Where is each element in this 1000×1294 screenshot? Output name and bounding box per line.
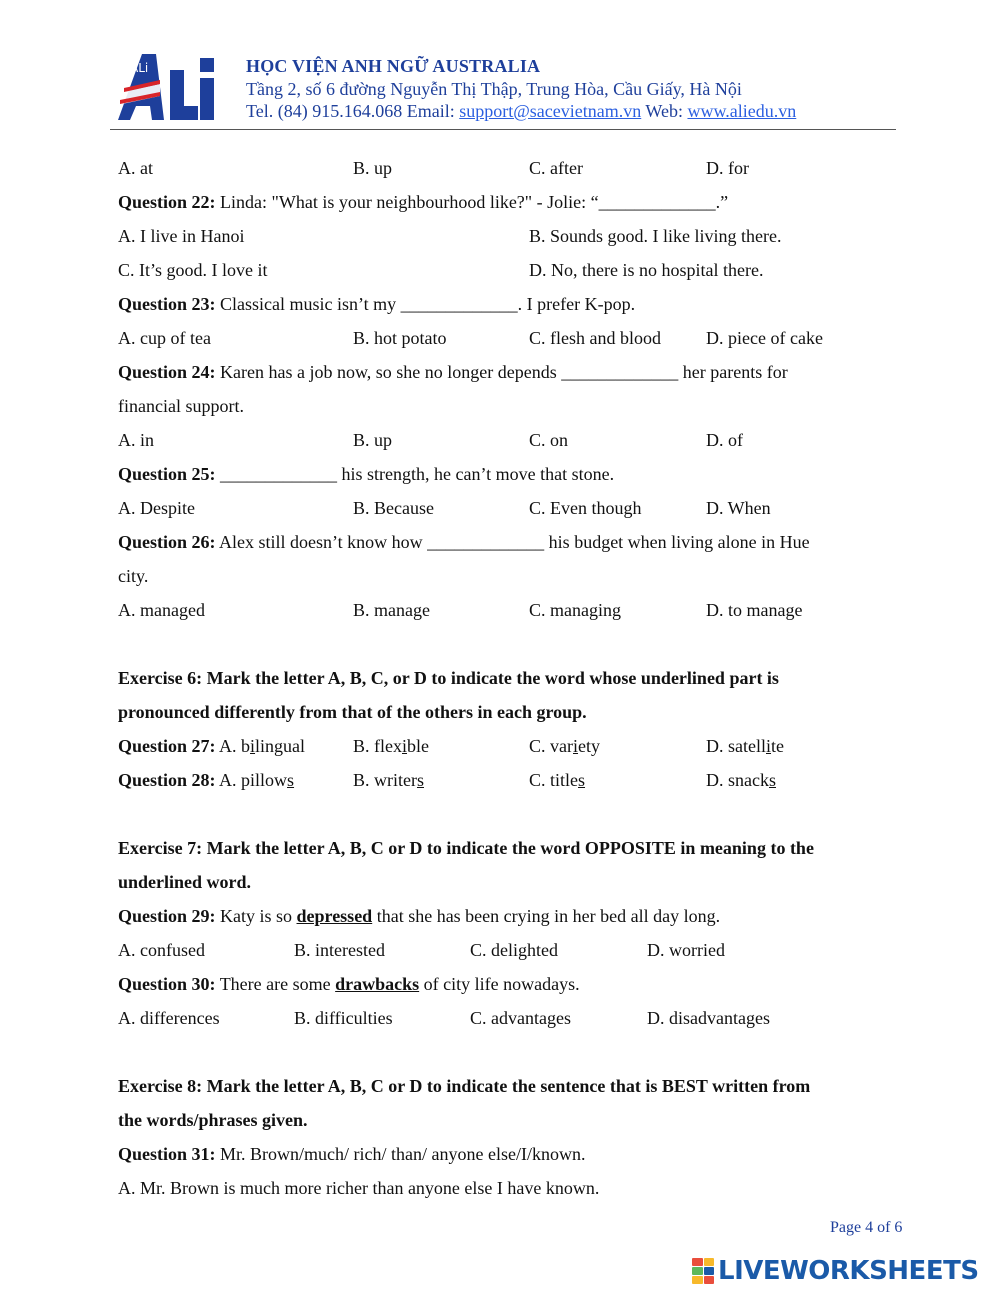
q23-option-b[interactable]: B. hot potato xyxy=(353,328,447,348)
org-address: Tầng 2, số 6 đường Nguyễn Thị Thập, Trung Hòa, Cầu Giấy, Hà Nội xyxy=(246,79,742,99)
q25-option-a[interactable]: A. Despite xyxy=(118,498,195,518)
q22-option-c[interactable]: C. It’s good. I love it xyxy=(118,260,268,280)
q25-option-c[interactable]: C. Even though xyxy=(529,498,642,518)
q28-option-c[interactable] xyxy=(529,763,585,797)
q23-stem xyxy=(118,287,898,321)
q22-text: Linda: "What is your neighbourhood like?" - Jolie: “_____________.” xyxy=(215,192,729,212)
q23-option-c[interactable]: C. flesh and blood xyxy=(529,328,661,348)
logo-text: ALi xyxy=(130,61,149,75)
org-name: HỌC VIỆN ANH NGỮ AUSTRALIA xyxy=(246,56,541,76)
q27-d-pre: D. satell xyxy=(706,736,766,756)
q30-label: Question 30: xyxy=(118,974,216,994)
org-contact xyxy=(246,101,796,122)
q25-stem xyxy=(118,457,898,491)
q27-a-underline: i xyxy=(250,736,256,756)
q26-stem xyxy=(118,525,898,559)
page-number: Page 4 of 6 xyxy=(830,1219,903,1236)
q25-option-d[interactable]: D. When xyxy=(706,498,771,518)
q30-post: of city life nowadays. xyxy=(419,974,580,994)
q22-option-d[interactable]: D. No, there is no hospital there. xyxy=(529,260,764,280)
liveworksheets-logo-icon xyxy=(692,1258,714,1284)
q24-stem-cont: financial support. xyxy=(118,396,244,416)
q21-option-d[interactable]: D. for xyxy=(706,158,749,178)
q29-option-c[interactable]: C. delighted xyxy=(470,940,558,960)
q27-b-underline: i xyxy=(402,736,408,756)
q24-label: Question 24: xyxy=(118,362,216,382)
spacer xyxy=(118,797,898,831)
q30-option-b[interactable]: B. difficulties xyxy=(294,1008,393,1028)
exercise-7-heading: Exercise 7: Mark the letter A, B, C or D to indicate the word OPPOSITE in meaning to the xyxy=(118,838,814,858)
q31-stem xyxy=(118,1137,898,1171)
header-divider xyxy=(110,129,896,130)
q28-label: Question 28: xyxy=(118,770,216,790)
exercise-6-heading-cont: pronounced differently from that of the others in each group. xyxy=(118,702,587,722)
q28-b-underline: s xyxy=(416,770,424,790)
q24-option-d[interactable]: D. of xyxy=(706,430,743,450)
q27-option-b[interactable] xyxy=(353,729,429,763)
q22-options-row2 xyxy=(118,253,898,287)
q26-stem-cont: city. xyxy=(118,566,149,586)
exercise-8-heading-cont: the words/phrases given. xyxy=(118,1110,308,1130)
exercise-6-heading: Exercise 6: Mark the letter A, B, C, or D to indicate the word whose underlined part is xyxy=(118,668,779,688)
q26-options-row xyxy=(118,593,898,627)
q29-stem xyxy=(118,899,898,933)
q27-label: Question 27: xyxy=(118,736,216,756)
q25-label: Question 25: xyxy=(118,464,216,484)
q28-a-underline: s xyxy=(287,770,295,790)
q28-option-b[interactable] xyxy=(353,763,424,797)
q27-c-post: ety xyxy=(578,736,601,756)
q25-options-row xyxy=(118,491,898,525)
liveworksheets-wordmark: LIVEWORKSHEETS xyxy=(718,1256,979,1286)
q30-pre: There are some xyxy=(215,974,336,994)
spacer xyxy=(118,627,898,661)
q26-text: Alex still doesn’t know how _____________ his budget when living alone in Hue xyxy=(215,532,810,552)
q27-a-post: lingual xyxy=(255,736,306,756)
q26-option-c[interactable]: C. managing xyxy=(529,600,621,620)
q22-stem xyxy=(118,185,898,219)
q28-b-pre: B. writer xyxy=(353,770,417,790)
q30-option-a[interactable]: A. differences xyxy=(118,1008,220,1028)
q31-label: Question 31: xyxy=(118,1144,216,1164)
q21-options-row xyxy=(118,151,898,185)
q24-option-a[interactable]: A. in xyxy=(118,430,154,450)
q22-option-b[interactable]: B. Sounds good. I like living there. xyxy=(529,226,782,246)
q29-underlined-word: depressed xyxy=(296,906,373,926)
q30-option-c[interactable]: C. advantages xyxy=(470,1008,571,1028)
page-header xyxy=(0,0,1000,135)
q31-text: Mr. Brown/much/ rich/ than/ anyone else/I/known. xyxy=(215,1144,586,1164)
q28-option-d[interactable] xyxy=(706,763,776,797)
q24-option-b[interactable]: B. up xyxy=(353,430,393,450)
q29-label: Question 29: xyxy=(118,906,216,926)
q30-option-d[interactable]: D. disadvantages xyxy=(647,1008,770,1028)
q27-d-post: te xyxy=(771,736,785,756)
exercise-8-heading: Exercise 8: Mark the letter A, B, C or D to indicate the sentence that is BEST written from xyxy=(118,1076,811,1096)
q29-option-b[interactable]: B. interested xyxy=(294,940,385,960)
q28-d-underline: s xyxy=(768,770,776,790)
web-link[interactable]: www.aliedu.vn xyxy=(687,101,797,121)
q21-option-a[interactable]: A. at xyxy=(118,158,153,178)
q23-text: Classical music isn’t my _____________. I prefer K-pop. xyxy=(215,294,636,314)
q31-option-a[interactable]: A. Mr. Brown is much more richer than anyone else I have known. xyxy=(118,1178,600,1198)
q30-stem xyxy=(118,967,898,1001)
spacer xyxy=(118,1035,898,1069)
q23-label: Question 23: xyxy=(118,294,216,314)
q26-option-a[interactable]: A. managed xyxy=(118,600,205,620)
ali-logo xyxy=(116,48,220,124)
q28-a-pre: A. pillow xyxy=(215,770,288,790)
q23-option-a[interactable]: A. cup of tea xyxy=(118,328,211,348)
liveworksheets-brand[interactable] xyxy=(692,1256,979,1286)
q26-option-d[interactable]: D. to manage xyxy=(706,600,803,620)
q28-d-pre: D. snack xyxy=(706,770,769,790)
q26-option-b[interactable]: B. manage xyxy=(353,600,430,620)
q22-label: Question 22: xyxy=(118,192,216,212)
q22-option-a[interactable]: A. I live in Hanoi xyxy=(118,226,245,246)
q27-a-pre: A. b xyxy=(215,736,251,756)
q24-text: Karen has a job now, so she no longer depends _____________ her parents for xyxy=(215,362,788,382)
q28-c-underline: s xyxy=(578,770,586,790)
q28-option-a[interactable] xyxy=(118,763,294,797)
q22-options-row1 xyxy=(118,219,898,253)
q27-d-underline: i xyxy=(766,736,772,756)
q23-option-d[interactable]: D. piece of cake xyxy=(706,328,823,348)
q27-b-post: ble xyxy=(407,736,430,756)
q27-option-a[interactable] xyxy=(118,729,305,763)
q25-text: _____________ his strength, he can’t move that stone. xyxy=(215,464,615,484)
q24-option-c[interactable]: C. on xyxy=(529,430,569,450)
q27-option-c[interactable] xyxy=(529,729,600,763)
q29-options-row xyxy=(118,933,898,967)
q27-c-underline: i xyxy=(573,736,579,756)
q29-pre: Katy is so xyxy=(215,906,297,926)
q30-underlined-word: drawbacks xyxy=(335,974,420,994)
q30-options-row xyxy=(118,1001,898,1035)
email-link[interactable]: support@sacevietnam.vn xyxy=(459,101,642,121)
worksheet-content xyxy=(118,151,898,1205)
exercise-7-heading-cont: underlined word. xyxy=(118,872,252,892)
q27-c-pre: C. var xyxy=(529,736,573,756)
q27-row xyxy=(118,729,898,763)
q21-option-c[interactable]: C. after xyxy=(529,158,583,178)
q28-c-pre: C. title xyxy=(529,770,578,790)
tel-text: Tel. (84) 915.164.068 Email: xyxy=(246,101,460,121)
q27-option-d[interactable] xyxy=(706,729,784,763)
web-label: Web: xyxy=(641,101,688,121)
q21-option-b[interactable]: B. up xyxy=(353,158,393,178)
q24-stem xyxy=(118,355,898,389)
q29-post: that she has been crying in her bed all day long. xyxy=(372,906,721,926)
q29-option-d[interactable]: D. worried xyxy=(647,940,725,960)
q23-options-row xyxy=(118,321,898,355)
q24-options-row xyxy=(118,423,898,457)
q28-row xyxy=(118,763,898,797)
q27-b-pre: B. flex xyxy=(353,736,402,756)
q26-label: Question 26: xyxy=(118,532,216,552)
q29-option-a[interactable]: A. confused xyxy=(118,940,205,960)
q25-option-b[interactable]: B. Because xyxy=(353,498,434,518)
